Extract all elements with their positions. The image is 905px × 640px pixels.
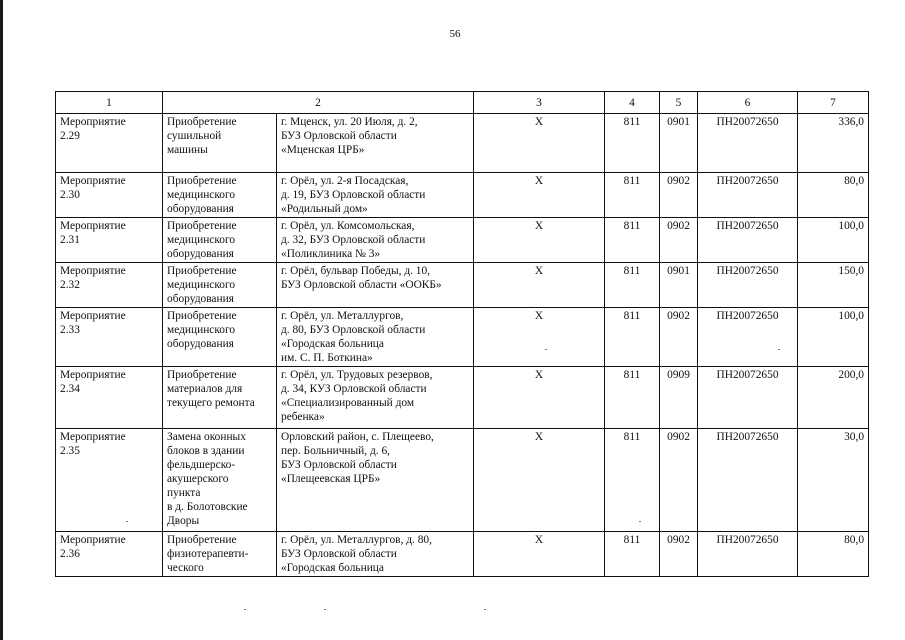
col7-amount-cell: 200,0 [798,367,869,429]
address-cell: Орловский район, с. Плещеево, пер. Больничный, д. 6, БУЗ Орловской области «Плещеевская ЦРБ» [277,429,474,532]
col7-amount-cell: 100,0 [798,308,869,367]
address-cell: г. Орёл, ул. Комсомольская, д. 32, БУЗ Орловской области «Поликлиника № 3» [277,218,474,263]
name-cell: Приобретение физиотерапевти- ческого [163,532,277,577]
event-cell: Мероприятие 2.30 [56,173,163,218]
col6-target-cell: ПН20072650 [698,263,798,308]
event-cell: Мероприятие 2.34 [56,367,163,429]
col4-code-cell: 811 [605,173,660,218]
budget-table [55,91,869,577]
col4-code-cell: 811 [605,218,660,263]
address-cell: г. Орёл, ул. Металлургов, д. 80, БУЗ Орловской области «Городская больница им. С. П. Боткина» [277,308,474,367]
col4-code-cell: 811 [605,308,660,367]
table-row [56,367,869,429]
col4-code-cell: 811 [605,429,660,532]
table-row [56,263,869,308]
scan-speck [778,349,780,350]
name-cell: Приобретение материалов для текущего ремонта [163,367,277,429]
table-row [56,114,869,173]
col5-section-cell: 0902 [660,218,698,263]
header-col-3: 3 [474,92,605,114]
address-cell: г. Орёл, ул. Трудовых резервов, д. 34, КУЗ Орловской области «Специализированный дом ребенка» [277,367,474,429]
col6-target-cell: ПН20072650 [698,308,798,367]
col5-section-cell: 0902 [660,173,698,218]
event-cell: Мероприятие 2.29 [56,114,163,173]
col4-code-cell: 811 [605,532,660,577]
table-row [56,308,869,367]
col5-section-cell: 0901 [660,114,698,173]
address-cell: г. Орёл, ул. Металлургов, д. 80, БУЗ Орловской области «Городская больница [277,532,474,577]
header-col-5: 5 [660,92,698,114]
header-col-1: 1 [56,92,163,114]
event-cell: Мероприятие 2.31 [56,218,163,263]
col7-amount-cell: 336,0 [798,114,869,173]
table-row [56,532,869,577]
col6-target-cell: ПН20072650 [698,367,798,429]
name-cell: Приобретение медицинского оборудования [163,218,277,263]
col3-x-cell: X [474,532,605,577]
table-row [56,173,869,218]
table-body [56,114,869,577]
table-row [56,429,869,532]
col6-target-cell: ПН20072650 [698,429,798,532]
event-cell: Мероприятие 2.33 [56,308,163,367]
name-cell: Приобретение медицинского оборудования [163,263,277,308]
col5-section-cell: 0901 [660,263,698,308]
table-row [56,218,869,263]
col7-amount-cell: 150,0 [798,263,869,308]
col5-section-cell: 0902 [660,429,698,532]
col3-x-cell: X [474,308,605,367]
col7-amount-cell: 30,0 [798,429,869,532]
page-edge-line [0,0,3,640]
col5-section-cell: 0909 [660,367,698,429]
col6-target-cell: ПН20072650 [698,218,798,263]
col5-section-cell: 0902 [660,532,698,577]
header-col-7: 7 [798,92,869,114]
col6-target-cell: ПН20072650 [698,532,798,577]
col3-x-cell: X [474,218,605,263]
name-cell: Замена оконных блоков в здании фельдшерско- акушерского пункта в д. Болотовские Дворы [163,429,277,532]
event-cell: Мероприятие 2.35 [56,429,163,532]
header-col-2: 2 [163,92,474,114]
col6-target-cell: ПН20072650 [698,114,798,173]
header-col-6: 6 [698,92,798,114]
scan-speck [126,521,128,522]
header-row [56,92,869,114]
scan-speck [244,609,246,610]
col3-x-cell: X [474,367,605,429]
event-cell: Мероприятие 2.32 [56,263,163,308]
scan-speck [545,349,547,350]
name-cell: Приобретение медицинского оборудования [163,173,277,218]
col6-target-cell: ПН20072650 [698,173,798,218]
scan-speck [324,609,326,610]
col7-amount-cell: 80,0 [798,532,869,577]
col5-section-cell: 0902 [660,308,698,367]
address-cell: г. Орёл, ул. 2-я Посадская, д. 19, БУЗ Орловской области «Родильный дом» [277,173,474,218]
col4-code-cell: 811 [605,263,660,308]
col3-x-cell: X [474,114,605,173]
page-number: 56 [449,28,461,40]
address-cell: г. Мценск, ул. 20 Июля, д. 2, БУЗ Орловской области «Мценская ЦРБ» [277,114,474,173]
name-cell: Приобретение медицинского оборудования [163,308,277,367]
col4-code-cell: 811 [605,367,660,429]
address-cell: г. Орёл, бульвар Победы, д. 10, БУЗ Орловской области «ООКБ» [277,263,474,308]
col7-amount-cell: 80,0 [798,173,869,218]
name-cell: Приобретение сушильной машины [163,114,277,173]
event-cell: Мероприятие 2.36 [56,532,163,577]
col3-x-cell: X [474,429,605,532]
col4-code-cell: 811 [605,114,660,173]
col3-x-cell: X [474,263,605,308]
header-col-4: 4 [605,92,660,114]
scan-speck [639,521,641,522]
scan-speck [484,609,486,610]
col3-x-cell: X [474,173,605,218]
col7-amount-cell: 100,0 [798,218,869,263]
